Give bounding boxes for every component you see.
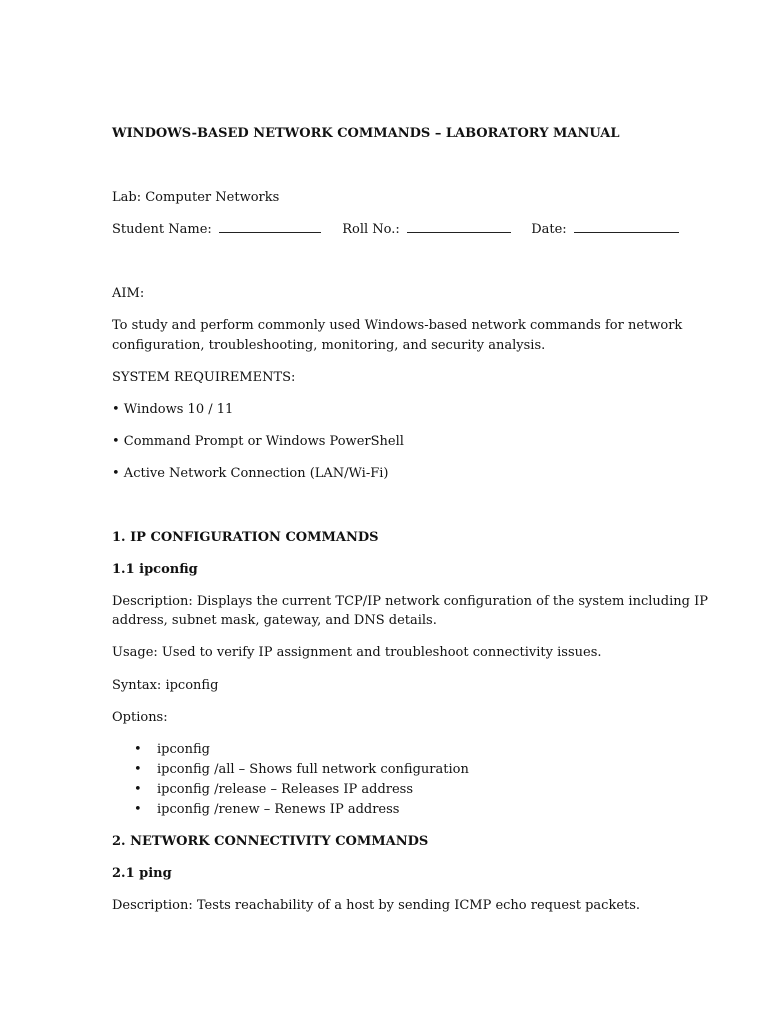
- section-2-heading: 2. NETWORK CONNECTIVITY COMMANDS: [112, 834, 429, 849]
- section-1-heading: 1. IP CONFIGURATION COMMANDS: [112, 530, 379, 545]
- student-name-blank: [219, 221, 321, 233]
- date-label: Date:: [531, 222, 567, 237]
- bullet-icon: •: [134, 802, 142, 817]
- section-1-1-heading: 1.1 ipconfig: [112, 562, 198, 577]
- bullet-icon: •: [134, 762, 142, 777]
- lab-name: Lab: Computer Networks: [112, 190, 280, 205]
- student-info-line: [112, 220, 679, 239]
- requirement-item: • Command Prompt or Windows PowerShell: [112, 434, 404, 449]
- date-blank: [574, 221, 679, 233]
- list-item: • ipconfig /release – Releases IP address: [112, 780, 469, 800]
- bullet-icon: •: [134, 782, 142, 797]
- requirement-item: • Windows 10 / 11: [112, 402, 234, 417]
- roll-no-blank: [407, 221, 511, 233]
- section-2-1-heading: 2.1 ping: [112, 866, 172, 881]
- system-requirements-heading: SYSTEM REQUIREMENTS:: [112, 370, 296, 385]
- ipconfig-options-label: Options:: [112, 710, 168, 725]
- bullet-icon: •: [134, 742, 142, 757]
- ipconfig-description-line-2: address, subnet mask, gateway, and DNS details.: [112, 613, 437, 628]
- aim-text-line-2: configuration, troubleshooting, monitoring, and security analysis.: [112, 338, 546, 353]
- list-item: • ipconfig /all – Shows full network configuration: [112, 760, 469, 780]
- document-title: WINDOWS-BASED NETWORK COMMANDS – LABORATORY MANUAL: [112, 126, 620, 141]
- aim-text-line-1: To study and perform commonly used Windows-based network commands for network: [112, 318, 683, 333]
- ipconfig-options-list: [112, 740, 469, 820]
- ping-description: Description: Tests reachability of a host by sending ICMP echo request packets.: [112, 898, 641, 913]
- list-item: • ipconfig: [112, 740, 469, 760]
- list-item: • ipconfig /renew – Renews IP address: [112, 800, 469, 820]
- roll-no-label: Roll No.:: [342, 222, 400, 237]
- student-name-label: Student Name:: [112, 222, 212, 237]
- ipconfig-description-line-1: Description: Displays the current TCP/IP network configuration of the system including IP: [112, 594, 708, 609]
- ipconfig-syntax: Syntax: ipconfig: [112, 678, 219, 693]
- ipconfig-usage: Usage: Used to verify IP assignment and troubleshoot connectivity issues.: [112, 645, 602, 660]
- requirement-item: • Active Network Connection (LAN/Wi-Fi): [112, 466, 389, 481]
- aim-heading: AIM:: [112, 286, 145, 301]
